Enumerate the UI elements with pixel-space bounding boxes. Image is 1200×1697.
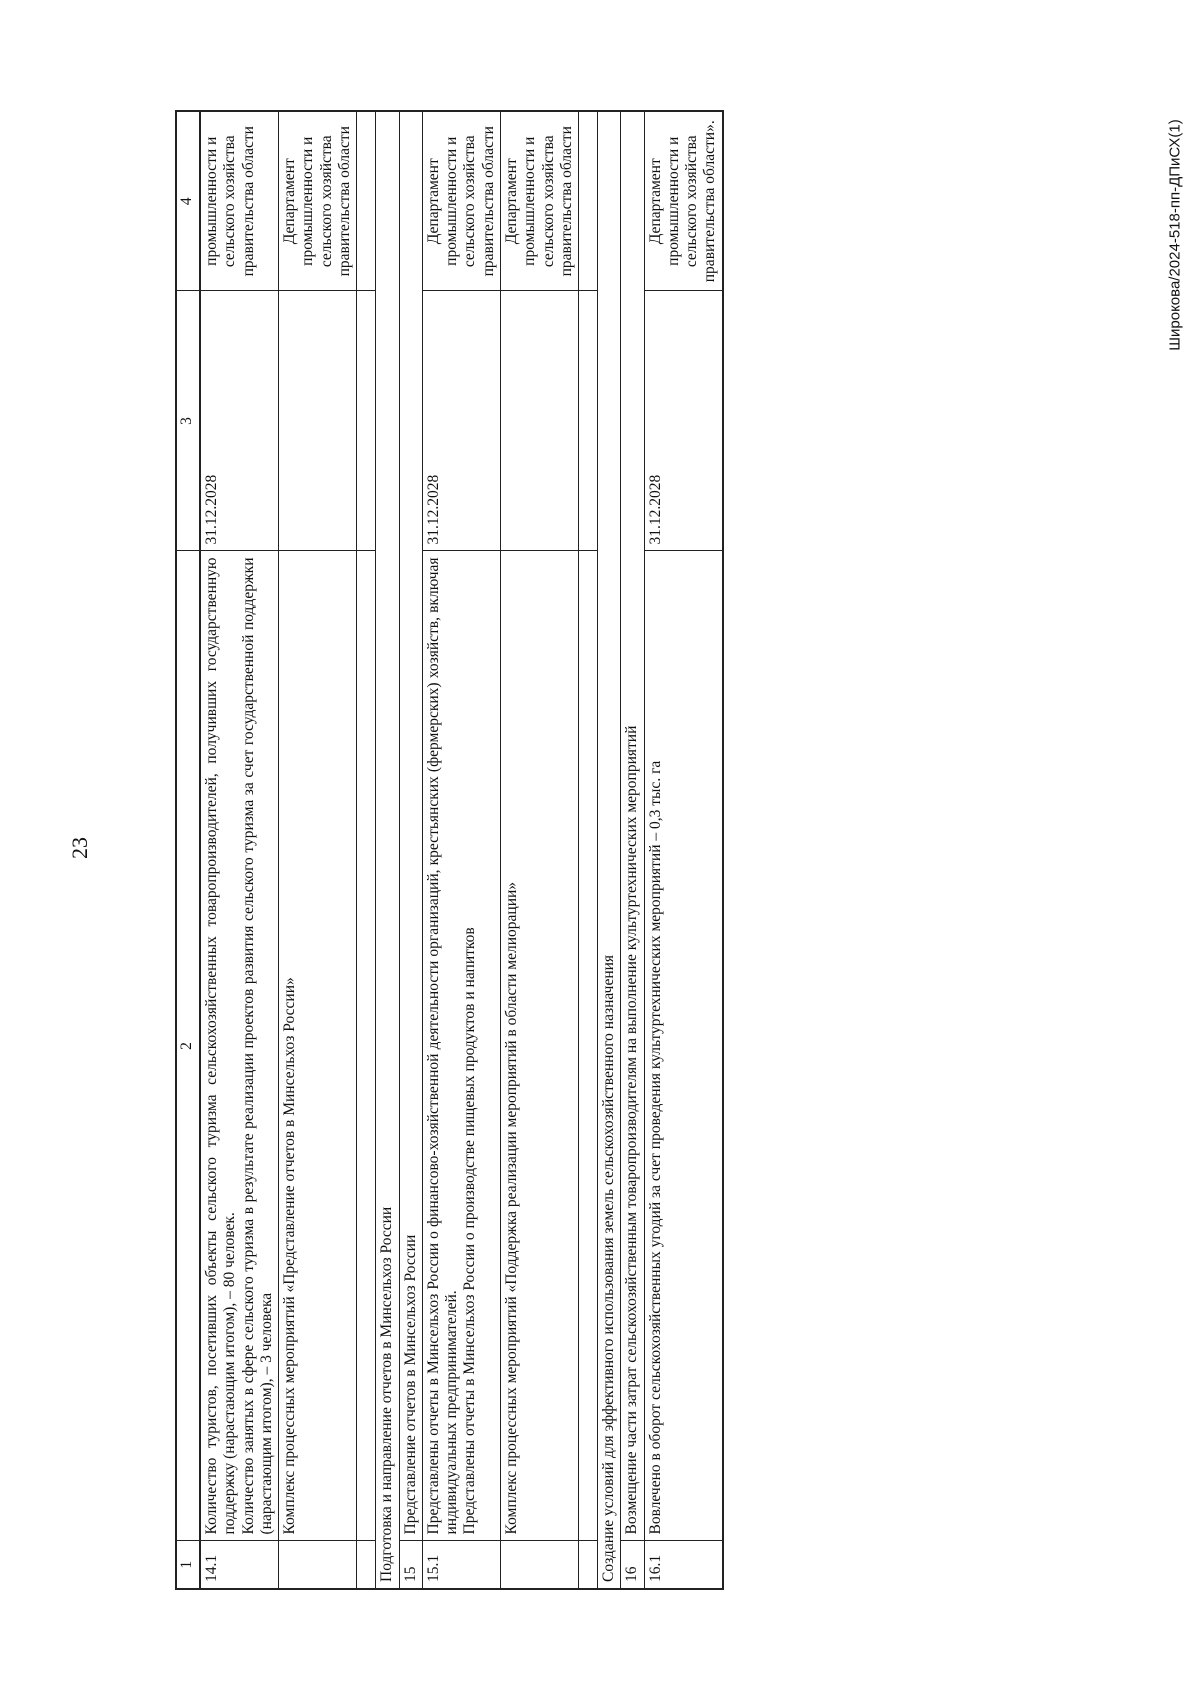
result-line-employed: Количество занятых в сфере сельского туризма в результате реализации проектов развития сельского туризма за счет государственной поддержки (нарастающим итогом), – 3 человека [239,557,275,1535]
spacer-cell [579,1541,598,1589]
row-result-text [422,551,500,1541]
table-row-section-reports [376,111,399,1589]
rotated-table-container [175,110,719,1590]
row-deadline: 31.12.2028 [200,291,279,551]
row-result-text: Вовлечено в оборот сельскохозяйственных угодий за счет проведения культуртехнических мероприятий – 0,3 тыс. га [644,551,723,1541]
table-row-complex-reports [279,111,357,1589]
result-line-financial: Представлены отчеты в Минсельхоз России о финансово-хозяйственной деятельности организаций, крестьянских (фермерских) хозяйств, включая индивидуальных предпринимателей. [424,557,461,1535]
row-number-empty [279,1541,357,1589]
table-row-16-1 [644,111,723,1589]
spacer-cell [357,111,376,291]
spacer-cell [579,291,598,551]
task-title: Представление отчетов в Минсельхоз России [399,111,422,1541]
row-number: 16.1 [644,1541,723,1589]
row-number: 16 [621,1541,644,1589]
header-col-3: 3 [176,291,200,551]
row-responsible [422,111,500,291]
row-number: 15.1 [422,1541,500,1589]
result-line-food: Представлены отчеты в Минсельхоз России о производстве пищевых продуктов и напитков [461,927,479,1535]
header-col-2: 2 [176,551,200,1541]
table-header-row [176,111,200,1589]
header-col-1: 1 [176,1541,200,1589]
table-row-15-1 [422,111,500,1589]
section-heading: Создание условий для эффективного использования земель сельскохозяйственного назначения [598,111,621,1589]
table-row-spacer [579,111,598,1589]
spacer-cell [357,1541,376,1589]
row-deadline-empty [279,291,357,551]
task-title: Возмещение части затрат сельскохозяйственным товаропроизводителям на выполнение культуртехнических мероприятий [621,111,644,1541]
row-responsible: Департамент промышленности и сельского хозяйства правительства области [279,111,357,291]
row-result-text [200,551,279,1541]
spacer-cell [579,551,598,1541]
row-responsible: промышленности и сельского хозяйства правительства области [200,111,279,291]
table-row-15 [399,111,422,1589]
plan-table [175,110,724,1590]
row-deadline-empty [500,291,578,551]
row-responsible: Департамент промышленности и сельского хозяйства правительства области». [644,111,723,291]
row-number: 14.1 [200,1541,279,1589]
spacer-cell [357,291,376,551]
table-row-16 [621,111,644,1589]
row-deadline: 31.12.2028 [422,291,500,551]
header-col-4: 4 [176,111,200,291]
table-row-section-land [598,111,621,1589]
page-number: 23 [67,837,92,859]
row-complex-text: Комплекс процессных мероприятий «Представление отчетов в Минсельхоз России» [279,551,357,1541]
result-line-tourists: Количество туристов, посетивших объекты сельского туризма сельскохозяйственных товаропроизводителей, получивших государственную поддержку (нарастающим итогом), – 80 человек. [203,557,239,1535]
document-code: Широкова/2024-518-пп-ДПиСХ(1) [1166,119,1184,351]
table-row-14-1 [200,111,279,1589]
row-complex-text: Комплекс процессных мероприятий «Поддержка реализации мероприятий в области мелиорации» [500,551,578,1541]
table-row-complex-melioration [500,111,578,1589]
table-row-spacer [357,111,376,1589]
responsible-line-2: промышленности и сельского хозяйства правительства области [443,126,497,277]
section-heading: Подготовка и направление отчетов в Минсельхоз России [376,111,399,1589]
row-responsible: Департамент промышленности и сельского хозяйства правительства области [500,111,578,291]
responsible-line-1: Департамент [424,158,442,245]
row-number-empty [500,1541,578,1589]
spacer-cell [357,551,376,1541]
row-deadline: 31.12.2028 [644,291,723,551]
row-number: 15 [399,1541,422,1589]
spacer-cell [579,111,598,291]
